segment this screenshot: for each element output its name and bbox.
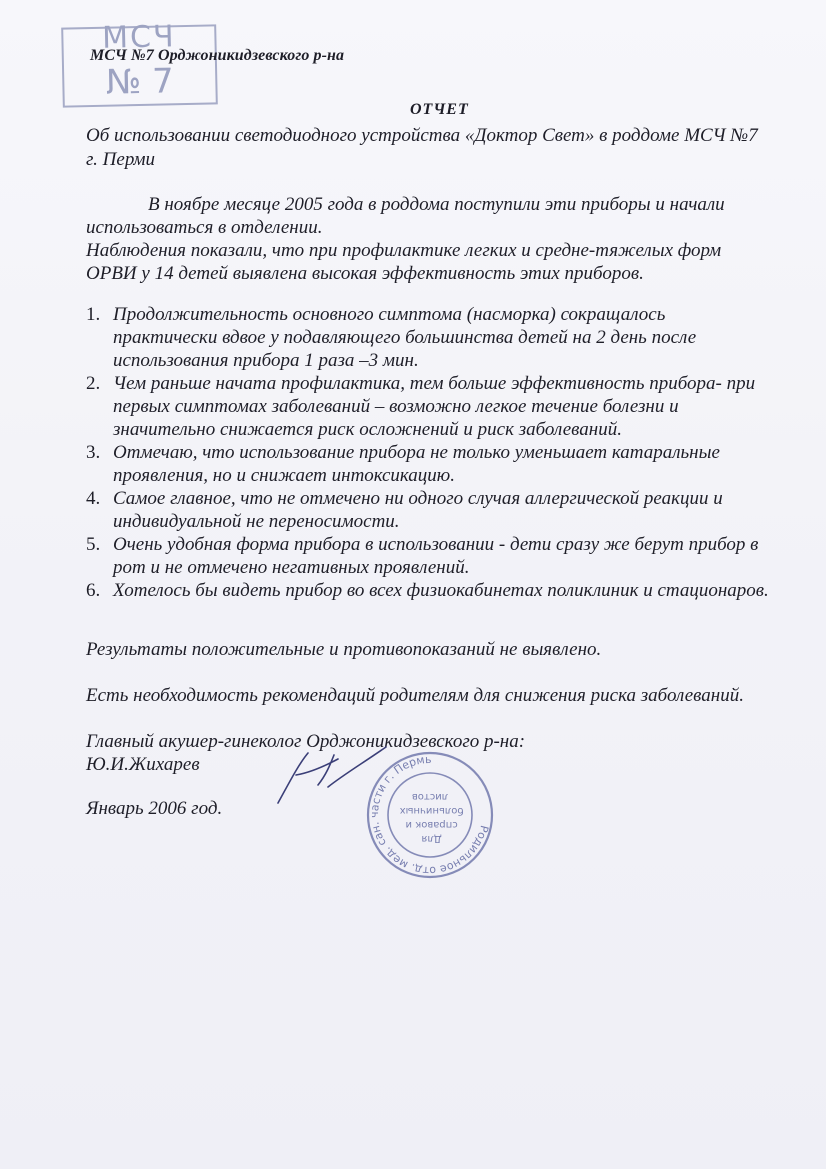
- svg-text:Для справок и: [396, 791, 463, 844]
- finding-item: [86, 579, 796, 602]
- finding-line: использования прибора 1 раза –3 мин.: [113, 350, 419, 371]
- stamp-line-2: № 7: [105, 61, 175, 103]
- finding-item: [86, 303, 796, 372]
- stamp-line-1: МСЧ: [101, 19, 176, 56]
- finding-line: индивидуальной не переносимости.: [113, 511, 400, 532]
- finding-item: [86, 487, 796, 533]
- finding-number: 6.: [86, 580, 101, 601]
- finding-number: 1.: [86, 304, 101, 325]
- finding-line: практически вдвое у подавляющего большинства детей на 2 день после: [113, 327, 697, 348]
- finding-line: первых симптомах заболеваний – возможно легкое течение болезни и: [113, 396, 679, 417]
- organization-header: МСЧ №7 Орджоникидзевского р-на: [90, 47, 345, 64]
- finding-number: 2.: [86, 373, 101, 394]
- finding-line: Чем раньше начата профилактика, тем больше эффективность прибора- при: [113, 373, 756, 394]
- stamp-inner-line: справок и: [405, 819, 458, 830]
- signatory-position: Главный акушер-гинеколог Орджоникидзевского р-на:: [86, 731, 526, 752]
- result-line-2: Есть необходимость рекомендаций родителям для снижения риска заболеваний.: [86, 685, 744, 706]
- finding-line: значительно снижается риск осложнений и риск заболеваний.: [113, 419, 622, 440]
- finding-item: [86, 441, 796, 487]
- document-date: Январь 2006 год.: [86, 798, 223, 819]
- finding-line: Хотелось бы видеть прибор во всех физиокабинетах поликлиник и стационаров.: [113, 580, 769, 601]
- finding-line: рот и не отмечено негативных проявлений.: [113, 557, 470, 578]
- finding-item: [86, 533, 796, 579]
- subtitle-line-1: Об использовании светодиодного устройства «Доктор Свет» в роддоме МСЧ №7: [86, 125, 758, 146]
- finding-line: проявления, но и снижает интоксикацию.: [113, 465, 455, 486]
- finding-line: Отмечаю, что использование прибора не только уменьшает катаральные: [113, 442, 720, 463]
- findings-list: [86, 303, 796, 602]
- intro-line-2: использоваться в отделении.: [86, 217, 323, 238]
- stamp-inner-line: листов: [411, 791, 449, 802]
- round-stamp: [365, 750, 495, 880]
- document-title: ОТЧЕТ: [410, 101, 469, 118]
- finding-line: Продолжительность основного симптома (насморка) сокращалось: [113, 304, 666, 325]
- subtitle-line-2: г. Перми: [86, 149, 155, 170]
- finding-line: Самое главное, что не отмечено ни одного случая аллергической реакции и: [113, 488, 723, 509]
- stamp-inner-line: больничных: [399, 805, 464, 816]
- finding-number: 3.: [86, 442, 101, 463]
- intro-line-1: В ноябре месяце 2005 года в роддома поступили эти приборы и начали: [148, 194, 725, 215]
- finding-number: 4.: [86, 488, 101, 509]
- finding-line: Очень удобная форма прибора в использовании - дети сразу же берут прибор в: [113, 534, 759, 555]
- signatory-name: Ю.И.Жихарев: [86, 754, 200, 775]
- stamp-inner-line: Для: [421, 833, 442, 844]
- finding-item: [86, 372, 796, 441]
- stamp-outer-text: Родильное отд. мед. сан. части г. Пермь: [367, 752, 491, 878]
- finding-number: 5.: [86, 534, 101, 555]
- result-line-1: Результаты положительные и противопоказаний не выявлено.: [86, 639, 602, 660]
- observation-line-1: Наблюдения показали, что при профилактике легких и средне-тяжелых форм: [86, 240, 722, 261]
- observation-line-2: ОРВИ у 14 детей выявлена высокая эффективность этих приборов.: [86, 263, 644, 284]
